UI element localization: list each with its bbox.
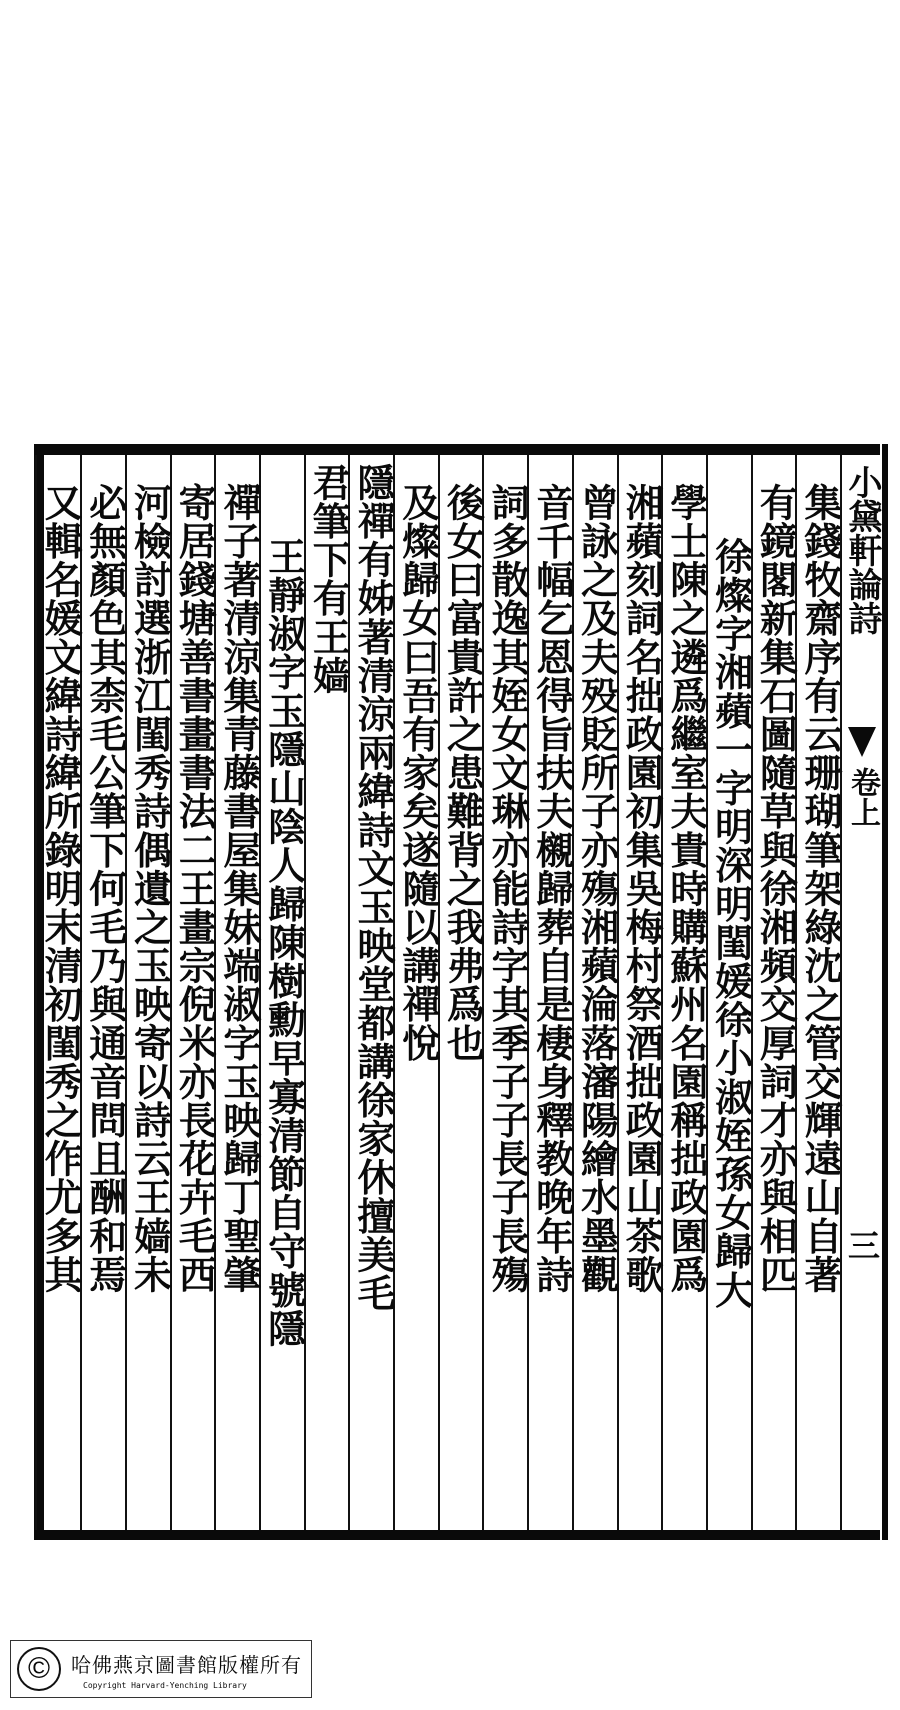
right-border-rule xyxy=(882,444,888,1540)
text-column xyxy=(751,455,799,1530)
column-text: 集錢牧齋序有云珊瑚筆架綠沈之管交輝遠山自著 xyxy=(798,483,843,1294)
column-text: 曾詠之及夫殁貶所子亦殤湘蘋淪落瀋陽繪水墨觀 xyxy=(574,483,620,1294)
text-column xyxy=(304,455,352,1530)
column-text: 徐燦字湘蘋一字明深明閨媛徐小淑姪孫女歸大 xyxy=(708,537,754,1309)
copyright-stamp xyxy=(10,1640,312,1698)
text-column xyxy=(348,455,396,1530)
text-column xyxy=(661,455,709,1530)
margin-column xyxy=(840,455,880,1530)
fishtail-mark xyxy=(848,727,876,757)
book-title: 小黛軒論詩 xyxy=(842,465,882,635)
column-text: 詞多散逸其姪女文琳亦能詩字其季子子長子長殤 xyxy=(485,483,531,1294)
text-column xyxy=(438,455,486,1530)
column-text: 學士陳之遴爲繼室夫貴時購蘇州名園稱拙政園爲 xyxy=(663,483,709,1294)
text-column xyxy=(482,455,531,1530)
column-text: 及燦歸女曰吾有家矣遂隨以講禪悅 xyxy=(395,483,441,1062)
text-column xyxy=(80,455,128,1530)
text-column xyxy=(393,455,441,1530)
copyright-owner: 哈佛燕京圖書館版權所有 xyxy=(71,1653,302,1677)
top-border-rule xyxy=(34,444,880,455)
column-text: 寄居錢塘善書畫書法二王畫宗倪米亦長花卉毛西 xyxy=(172,483,218,1294)
folio-number: 三 xyxy=(843,1229,881,1261)
column-text: 禪子著清涼集青藤書屋集妹端淑字玉映歸丁聖肇 xyxy=(216,483,262,1294)
text-column xyxy=(214,455,262,1530)
column-text: 必無顏色其柰毛公筆下何毛乃與通音問且酬和焉 xyxy=(82,483,128,1294)
column-text: 隱禪有姊著清涼兩緯詩文玉映堂都講徐家休擅美毛 xyxy=(351,463,396,1313)
copyright-line: Copyright Harvard-Yenching Library xyxy=(83,1681,247,1690)
text-column xyxy=(170,455,218,1530)
text-columns xyxy=(38,455,880,1530)
copyright-icon: © xyxy=(17,1647,61,1691)
scanned-page xyxy=(34,444,880,1542)
column-text: 音千幅乞恩得旨扶夫櫬歸葬自是棲身釋教晚年詩 xyxy=(529,483,575,1294)
column-text: 王靜淑字玉隱山陰人歸陳樹勳早寡清節自守號隱 xyxy=(261,537,307,1348)
text-column xyxy=(617,455,665,1530)
text-column xyxy=(572,455,620,1530)
text-column xyxy=(259,455,307,1530)
juan-label: 卷上 xyxy=(845,767,880,827)
column-text: 河檢討選浙江閨秀詩偶遺之玉映寄以詩云王嫱未 xyxy=(127,483,173,1294)
text-column xyxy=(795,455,843,1530)
text-column xyxy=(706,455,754,1530)
column-text: 君筆下有王嫱 xyxy=(306,463,352,695)
column-text: 後女曰富貴許之患難背之我弗爲也 xyxy=(440,483,486,1062)
bottom-border-rule xyxy=(34,1530,880,1540)
text-column xyxy=(527,455,575,1530)
text-column xyxy=(35,455,84,1530)
column-text: 湘蘋刻詞名拙政園初集吳梅村祭酒拙政園山茶歌 xyxy=(619,483,665,1294)
text-column xyxy=(125,455,173,1530)
column-text: 有鏡閣新集石圖隨草與徐湘頻交厚詞才亦與相匹 xyxy=(753,483,799,1294)
column-text: 又輯名媛文緯詩緯所錄明末清初閨秀之作尤多其 xyxy=(38,483,84,1294)
